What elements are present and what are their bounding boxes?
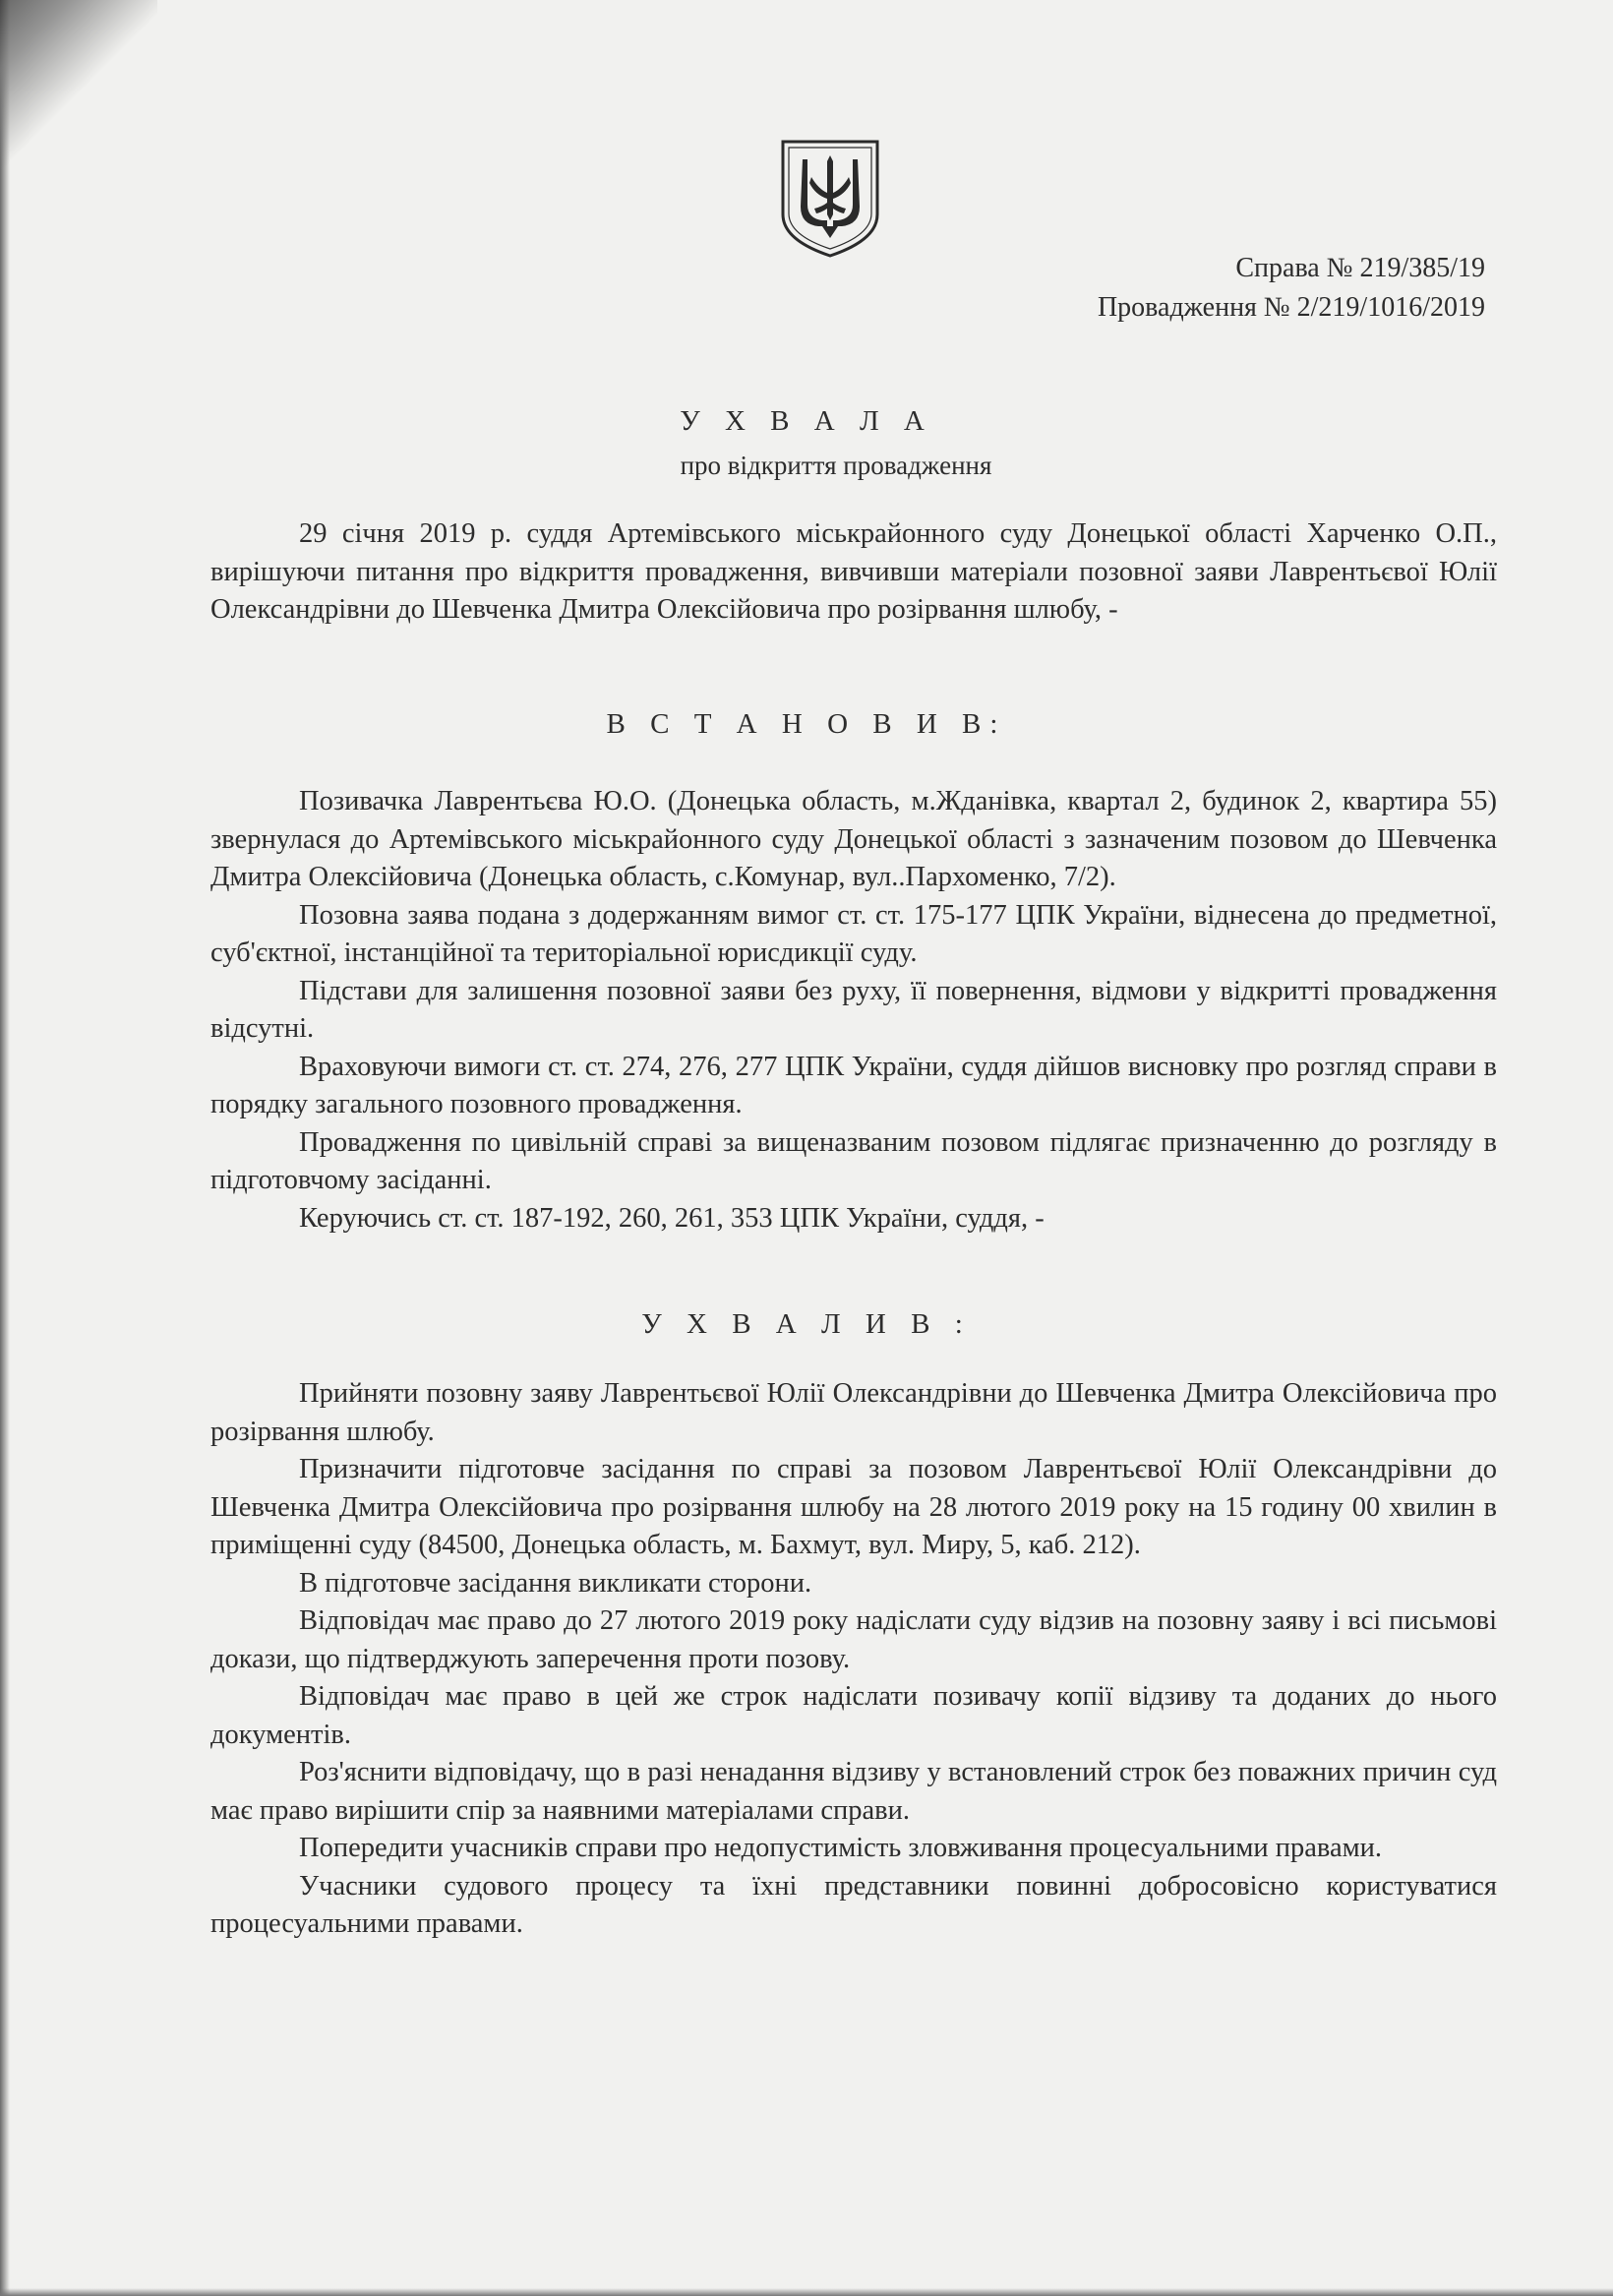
ruled-block — [210, 1375, 1497, 1944]
ruled-paragraph: В підготовче засідання викликати сторони. — [299, 1567, 812, 1599]
established-paragraph: Позовна заява подана з додержанням вимог ст. ст. 175-177 ЦПК України, віднесена до предметної, суб'єктної, інстанційної та територіальної юрисдикції суду. — [210, 899, 1497, 968]
ruled-paragraph: Відповідач має право в цей же строк надіслати позивачу копії відзиву та доданих до нього документів. — [210, 1681, 1497, 1750]
case-info — [1098, 249, 1485, 328]
established-paragraph: Позивачка Лаврентьєва Ю.О. (Донецька область, м.Жданівка, квартал 2, будинок 2, квартира 55) звернулася до Артемівського міськрайонного суду Донецької області з зазначеним позовом до Шевченка Дмитра Олексійовича (Донецька область, с.Комунар, вул..Пархоменко, 7/2). — [210, 786, 1497, 892]
coat-of-arms-of-ukraine-icon — [779, 138, 881, 260]
intro-paragraph: 29 січня 2019 р. суддя Артемівського міськрайонного суду Донецької області Харченко О.П., вирішуючи питання про відкриття провадження, вивчивши матеріали позовної заяви Лаврентьєвої Юлії Олександрівни до Шевченка Дмитра Олексійовича про розірвання шлюбу, - — [210, 518, 1497, 625]
scan-edge-left — [0, 0, 10, 2296]
ruled-paragraph: Відповідач має право до 27 лютого 2019 року надіслати суду відзив на позовну заяву і всі письмові докази, що підтверджують заперечення проти позову. — [210, 1605, 1497, 1674]
ruled-paragraph: Попередити учасників справи про недопустимість зловживання процесуальними правами. — [299, 1833, 1383, 1863]
established-paragraph: Підстави для залишення позовної заяви без руху, її повернення, відмови у відкритті провадження відсутні. — [210, 975, 1497, 1044]
intro-block — [210, 515, 1497, 630]
proceeding-number: Провадження № 2/219/1016/2019 — [1097, 292, 1485, 323]
ruled-paragraph: Учасники судового процесу та їхні представники повинні добросовісно користуватися процесуальними правами. — [210, 1870, 1497, 1939]
ruled-paragraph: Призначити підготовче засідання по справі за позовом Лаврентьєвої Юлії Олександрівни до Шевченка Дмитра Олексійовича про розірвання шлюбу на 28 лютого 2019 року на 15 годину 00 хвилин в приміщенні суду (84500, Донецька область, м. Бахмут, вул. Миру, 5, каб. 212). — [210, 1454, 1497, 1560]
scan-edge-bottom — [0, 2288, 1613, 2296]
established-paragraph: Враховуючи вимоги ст. ст. 274, 276, 277 ЦПК України, суддя дійшов висновку про розгляд справи в порядку загального позовного провадження. — [210, 1051, 1497, 1119]
established-block — [210, 783, 1497, 1238]
established-heading: В С Т А Н О В И В: — [606, 708, 1007, 740]
established-paragraph: Провадження по цивільній справі за вищеназваним позовом підлягає призначенню до розгляду в підготовчому засіданні. — [210, 1126, 1497, 1195]
case-number: Справа № 219/385/19 — [1235, 253, 1485, 283]
established-paragraph: Керуючись ст. ст. 187-192, 260, 261, 353 ЦПК України, суддя, - — [299, 1202, 1045, 1234]
ruled-paragraph: Прийняти позовну заяву Лаврентьєвої Юлії Олександрівни до Шевченка Дмитра Олексійовича про розірвання шлюбу. — [210, 1378, 1497, 1447]
ruled-heading: У Х В А Л И В : — [641, 1308, 972, 1340]
scan-corner-shadow — [0, 0, 157, 226]
document-title: У Х В А Л А — [680, 405, 933, 437]
document-subtitle: про відкриття провадження — [680, 451, 992, 480]
ruled-paragraph: Роз'яснити відповідачу, що в разі ненадання відзиву у встановлений строк без поважних причин суд має право вирішити спір за наявними матеріалами справи. — [210, 1757, 1497, 1826]
